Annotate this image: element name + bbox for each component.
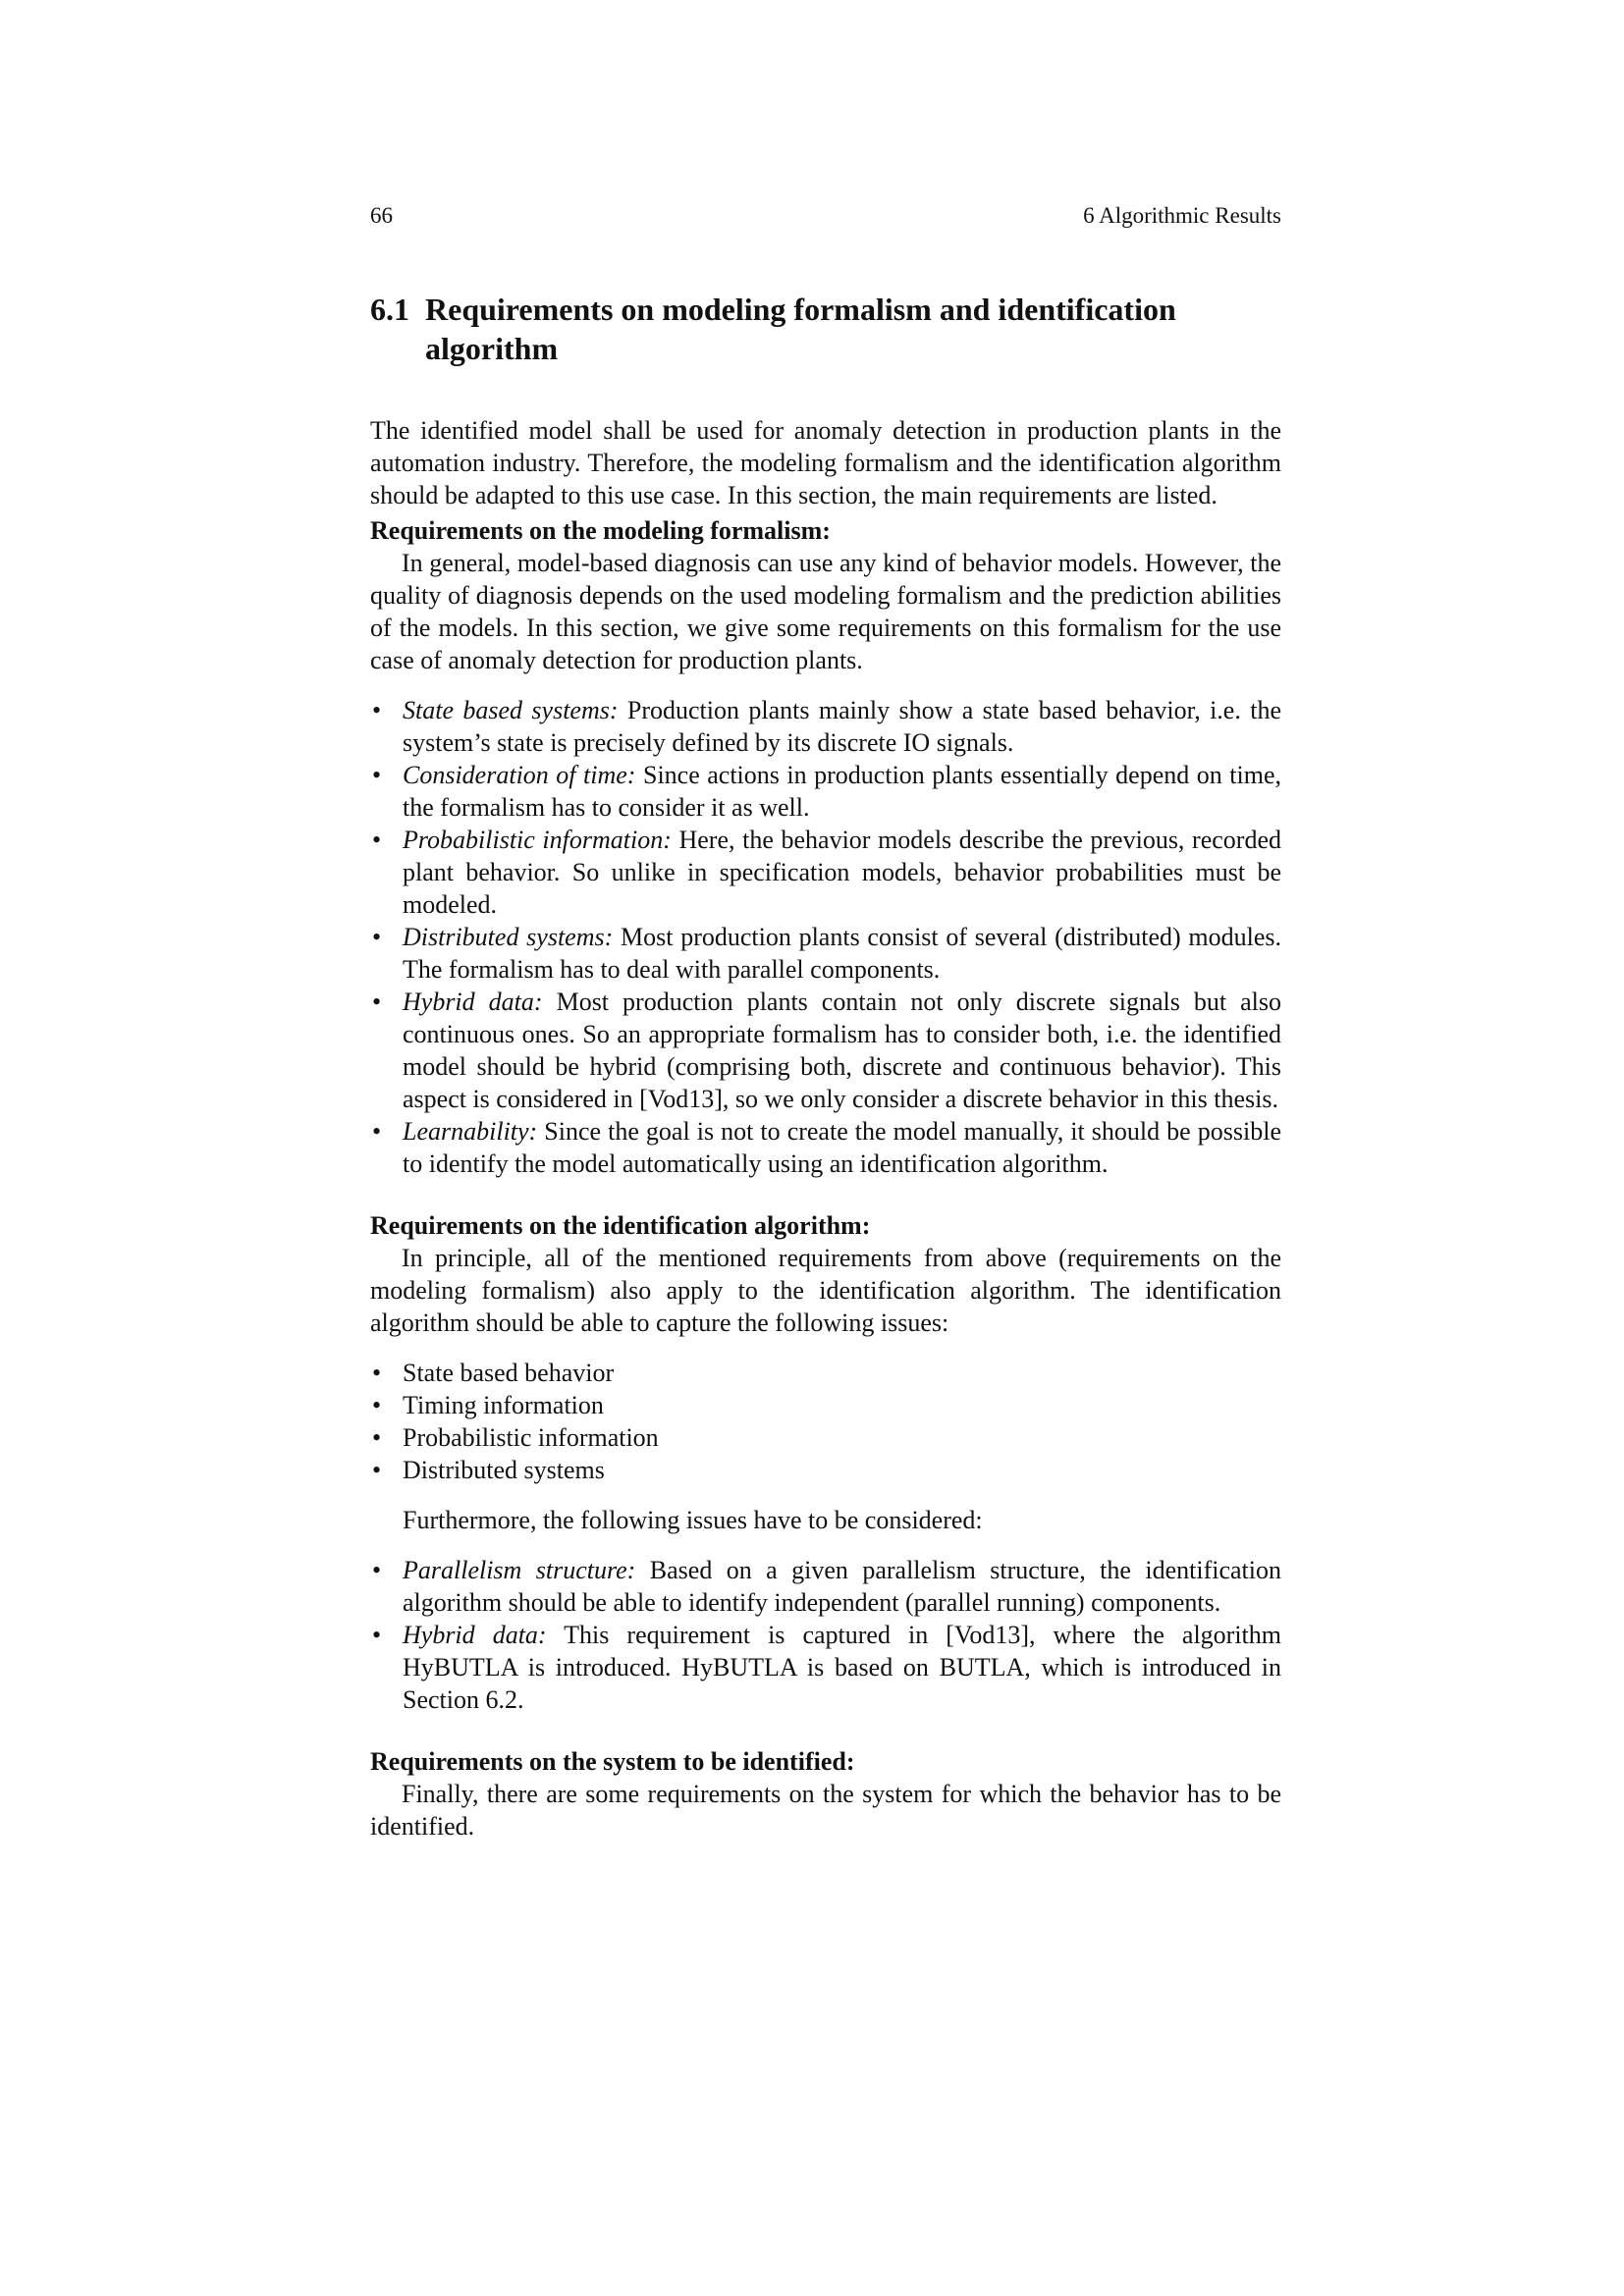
identification-issues-list bbox=[370, 1357, 1281, 1486]
section-number: 6.1 bbox=[370, 292, 409, 327]
bullet-icon: • bbox=[372, 761, 382, 789]
item-text: Based on a given parallelism structure, the identification algorithm should be able to identify independent (parallel running) components. bbox=[403, 1556, 1281, 1617]
item-text: Since actions in production plants essentially depend on time, the formalism has to consider it as well. bbox=[403, 761, 1281, 822]
list-item bbox=[370, 759, 1281, 824]
list-item bbox=[370, 824, 1281, 921]
section-title: Requirements on modeling formalism and identification algorithm bbox=[425, 292, 1176, 366]
item-term: Hybrid data: bbox=[403, 988, 543, 1016]
bullet-icon: • bbox=[372, 1117, 382, 1146]
item-term: Probabilistic information: bbox=[403, 826, 672, 854]
furthermore-paragraph: Furthermore, the following issues have to be considered: bbox=[403, 1506, 983, 1534]
list-item bbox=[370, 1357, 1281, 1389]
list-item bbox=[370, 1421, 1281, 1454]
intro-paragraph: The identified model shall be used for anomaly detection in production plants in the automation industry. Therefore, the modeling formalism and the identification algorithm should be adapted to this use case. In this section, the main requirements are listed. bbox=[370, 416, 1281, 509]
list-item bbox=[370, 1389, 1281, 1421]
item-term: Parallelism structure: bbox=[403, 1556, 636, 1584]
bullet-icon: • bbox=[372, 696, 382, 724]
item-text: Since the goal is not to create the model manually, it should be possible to identify the model automatically using an identification algorithm. bbox=[403, 1117, 1281, 1178]
list-item bbox=[370, 1554, 1281, 1619]
bullet-icon: • bbox=[372, 1359, 382, 1387]
page bbox=[370, 201, 1281, 1842]
item-text: Here, the behavior models describe the previous, recorded plant behavior. So unlike in specification models, behavior probabilities must be modeled. bbox=[403, 826, 1281, 919]
bullet-icon: • bbox=[372, 1556, 382, 1584]
identification-heading: Requirements on the identification algorithm: bbox=[370, 1211, 871, 1240]
item-text: Probabilistic information bbox=[403, 1423, 659, 1452]
bullet-icon: • bbox=[372, 923, 382, 951]
identification-paragraph: In principle, all of the mentioned requirements from above (requirements on the modeling formalism) also apply to the identification algorithm. The identification algorithm should be able to capture the following issues: bbox=[370, 1244, 1281, 1337]
item-term: Learnability: bbox=[403, 1117, 538, 1146]
item-text: Production plants mainly show a state based behavior, i.e. the system’s state is precisely defined by its discrete IO signals. bbox=[403, 696, 1281, 757]
running-head bbox=[370, 201, 1281, 231]
additional-issues-list bbox=[370, 1554, 1281, 1716]
item-text: State based behavior bbox=[403, 1359, 615, 1387]
item-term: Distributed systems: bbox=[403, 923, 614, 951]
item-text: Timing information bbox=[403, 1391, 604, 1419]
bullet-icon: • bbox=[372, 1621, 382, 1649]
item-term: Hybrid data: bbox=[403, 1621, 547, 1649]
item-text: Most production plants consist of several (distributed) modules. The formalism has to deal with parallel components. bbox=[403, 923, 1281, 984]
list-item bbox=[370, 1115, 1281, 1180]
item-text: This requirement is captured in [Vod13], where the algorithm HyBUTLA is introduced. HyBUTLA is based on BUTLA, which is introduced in Section 6.2. bbox=[403, 1621, 1282, 1714]
modeling-paragraph: In general, model-based diagnosis can use any kind of behavior models. However, the quality of diagnosis depends on the used modeling formalism and the prediction abilities of the models. In this section, we give some requirements on this formalism for the use case of anomaly detection for production plants. bbox=[370, 549, 1281, 674]
section-heading bbox=[370, 290, 1281, 368]
bullet-icon: • bbox=[372, 1391, 382, 1419]
item-text: Distributed systems bbox=[403, 1456, 605, 1484]
item-term: Consideration of time: bbox=[403, 761, 636, 789]
item-text: Most production plants contain not only discrete signals but also continuous ones. So an appropriate formalism has to consider both, i.e. the identified model should be hybrid (comprising both, discrete and continuous behavior). This aspect is considered in [Vod13], so we only consider a discrete behavior in this thesis. bbox=[403, 988, 1282, 1113]
system-paragraph: Finally, there are some requirements on the system for which the behavior has to be identified. bbox=[370, 1780, 1281, 1841]
list-item bbox=[370, 986, 1281, 1115]
bullet-icon: • bbox=[372, 988, 382, 1016]
page-number: 66 bbox=[370, 203, 393, 228]
list-item bbox=[370, 1454, 1281, 1486]
chapter-title: 6 Algorithmic Results bbox=[1083, 203, 1281, 228]
system-heading: Requirements on the system to be identified: bbox=[370, 1747, 855, 1776]
modeling-heading: Requirements on the modeling formalism: bbox=[370, 516, 831, 545]
modeling-requirements-list bbox=[370, 694, 1281, 1180]
bullet-icon: • bbox=[372, 826, 382, 854]
item-term: State based systems: bbox=[403, 696, 619, 724]
list-item bbox=[370, 1619, 1281, 1716]
bullet-icon: • bbox=[372, 1456, 382, 1484]
list-item bbox=[370, 921, 1281, 986]
list-item bbox=[370, 694, 1281, 759]
bullet-icon: • bbox=[372, 1423, 382, 1452]
